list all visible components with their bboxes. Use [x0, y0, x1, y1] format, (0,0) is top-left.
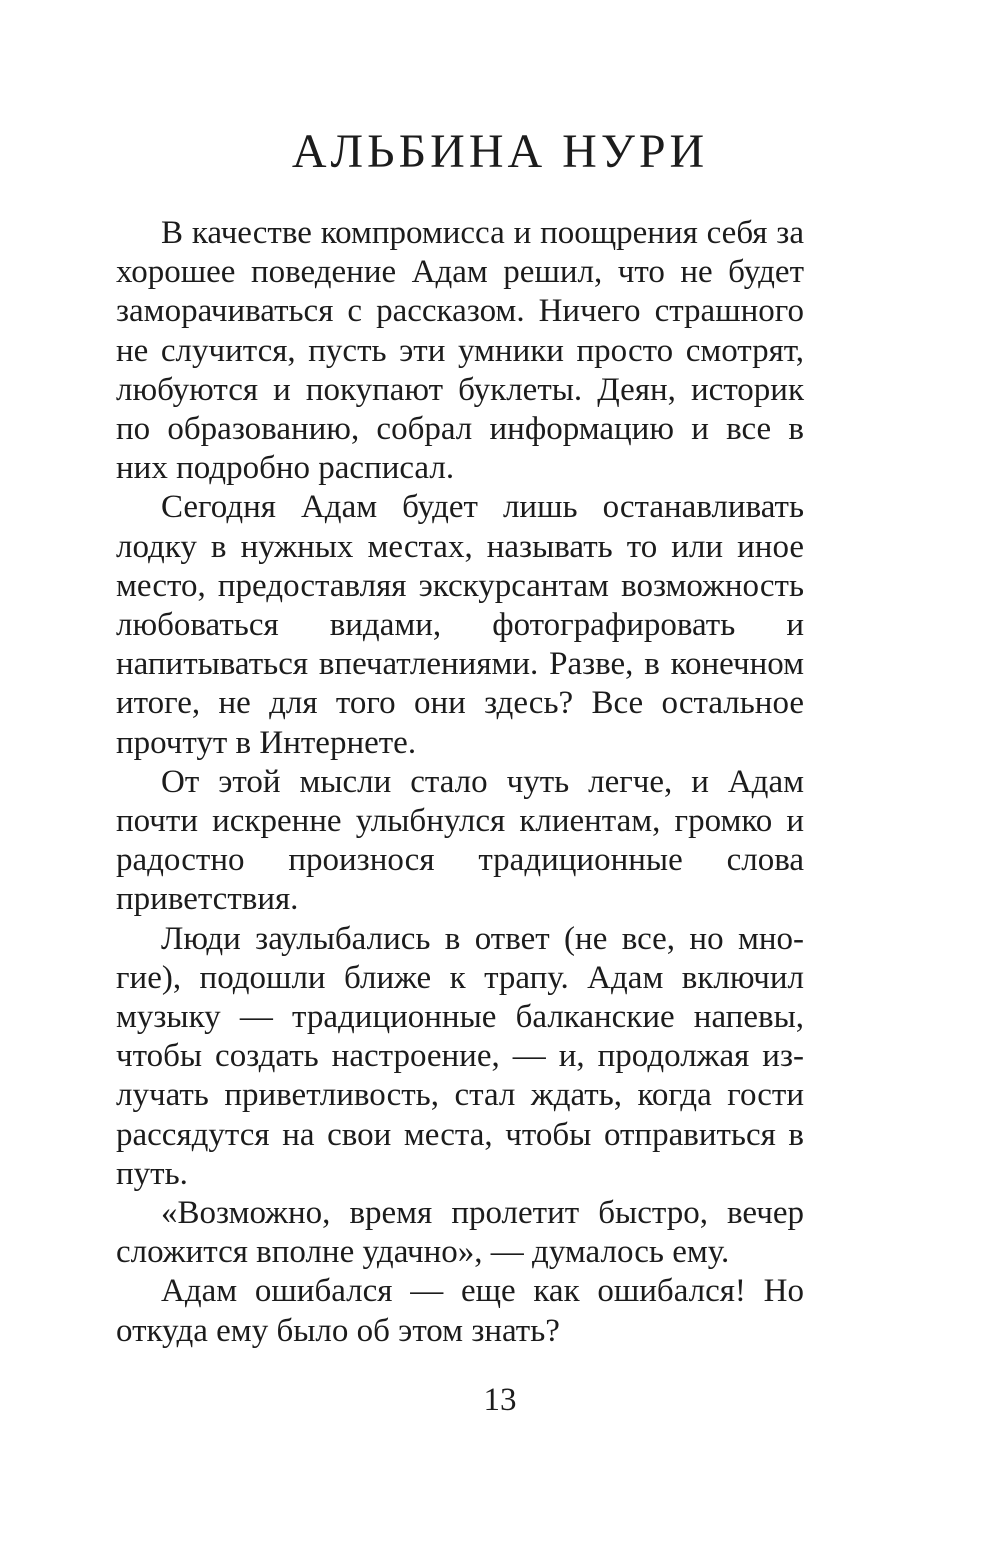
paragraph: В качестве компромисса и поощрения себя за хорошее поведение Адам решил, что не будет заморачиваться с рассказом. Ничего страшного не случится, пусть эти умники просто смотрят, любуются и покупают буклеты. Деян, историк по образованию, собрал информацию и все в них подробно расписал.: [116, 215, 804, 487]
running-header-author: АЛЬБИНА НУРИ: [291, 125, 709, 178]
page-number: 13: [483, 1382, 517, 1418]
paragraph: Люди заулыбались в ответ (не все, но многие), подошли ближе к трапу. Адам включил музыку — традиционные балканские напевы, чтобы создать настроение, — и, продолжая излучать приветливость, стал ждать, когда гости рассядутся на свои места, чтобы отправиться в путь.: [116, 920, 804, 1192]
body-text: [116, 214, 804, 1351]
paragraph: От этой мысли стало чуть легче, и Адам почти искренне улыбнулся клиентам, громко и радостно произнося традиционные слова приветствия.: [116, 763, 804, 918]
paragraph: Адам ошибался — еще как ошибался! Но откуда ему было об этом знать?: [116, 1273, 804, 1349]
paragraph: Сегодня Адам будет лишь останавливать лодку в нужных местах, называть то или иное место, предоставляя экскурсантам возможность любоваться видами, фотографировать и напитываться впечатлениями. Разве, в конечном итоге, не для того они здесь? Все остальное прочтут в Интернете.: [116, 489, 804, 761]
paragraph: «Возможно, время пролетит быстро, вечер сложится вполне удачно», — думалось ему.: [116, 1195, 804, 1271]
